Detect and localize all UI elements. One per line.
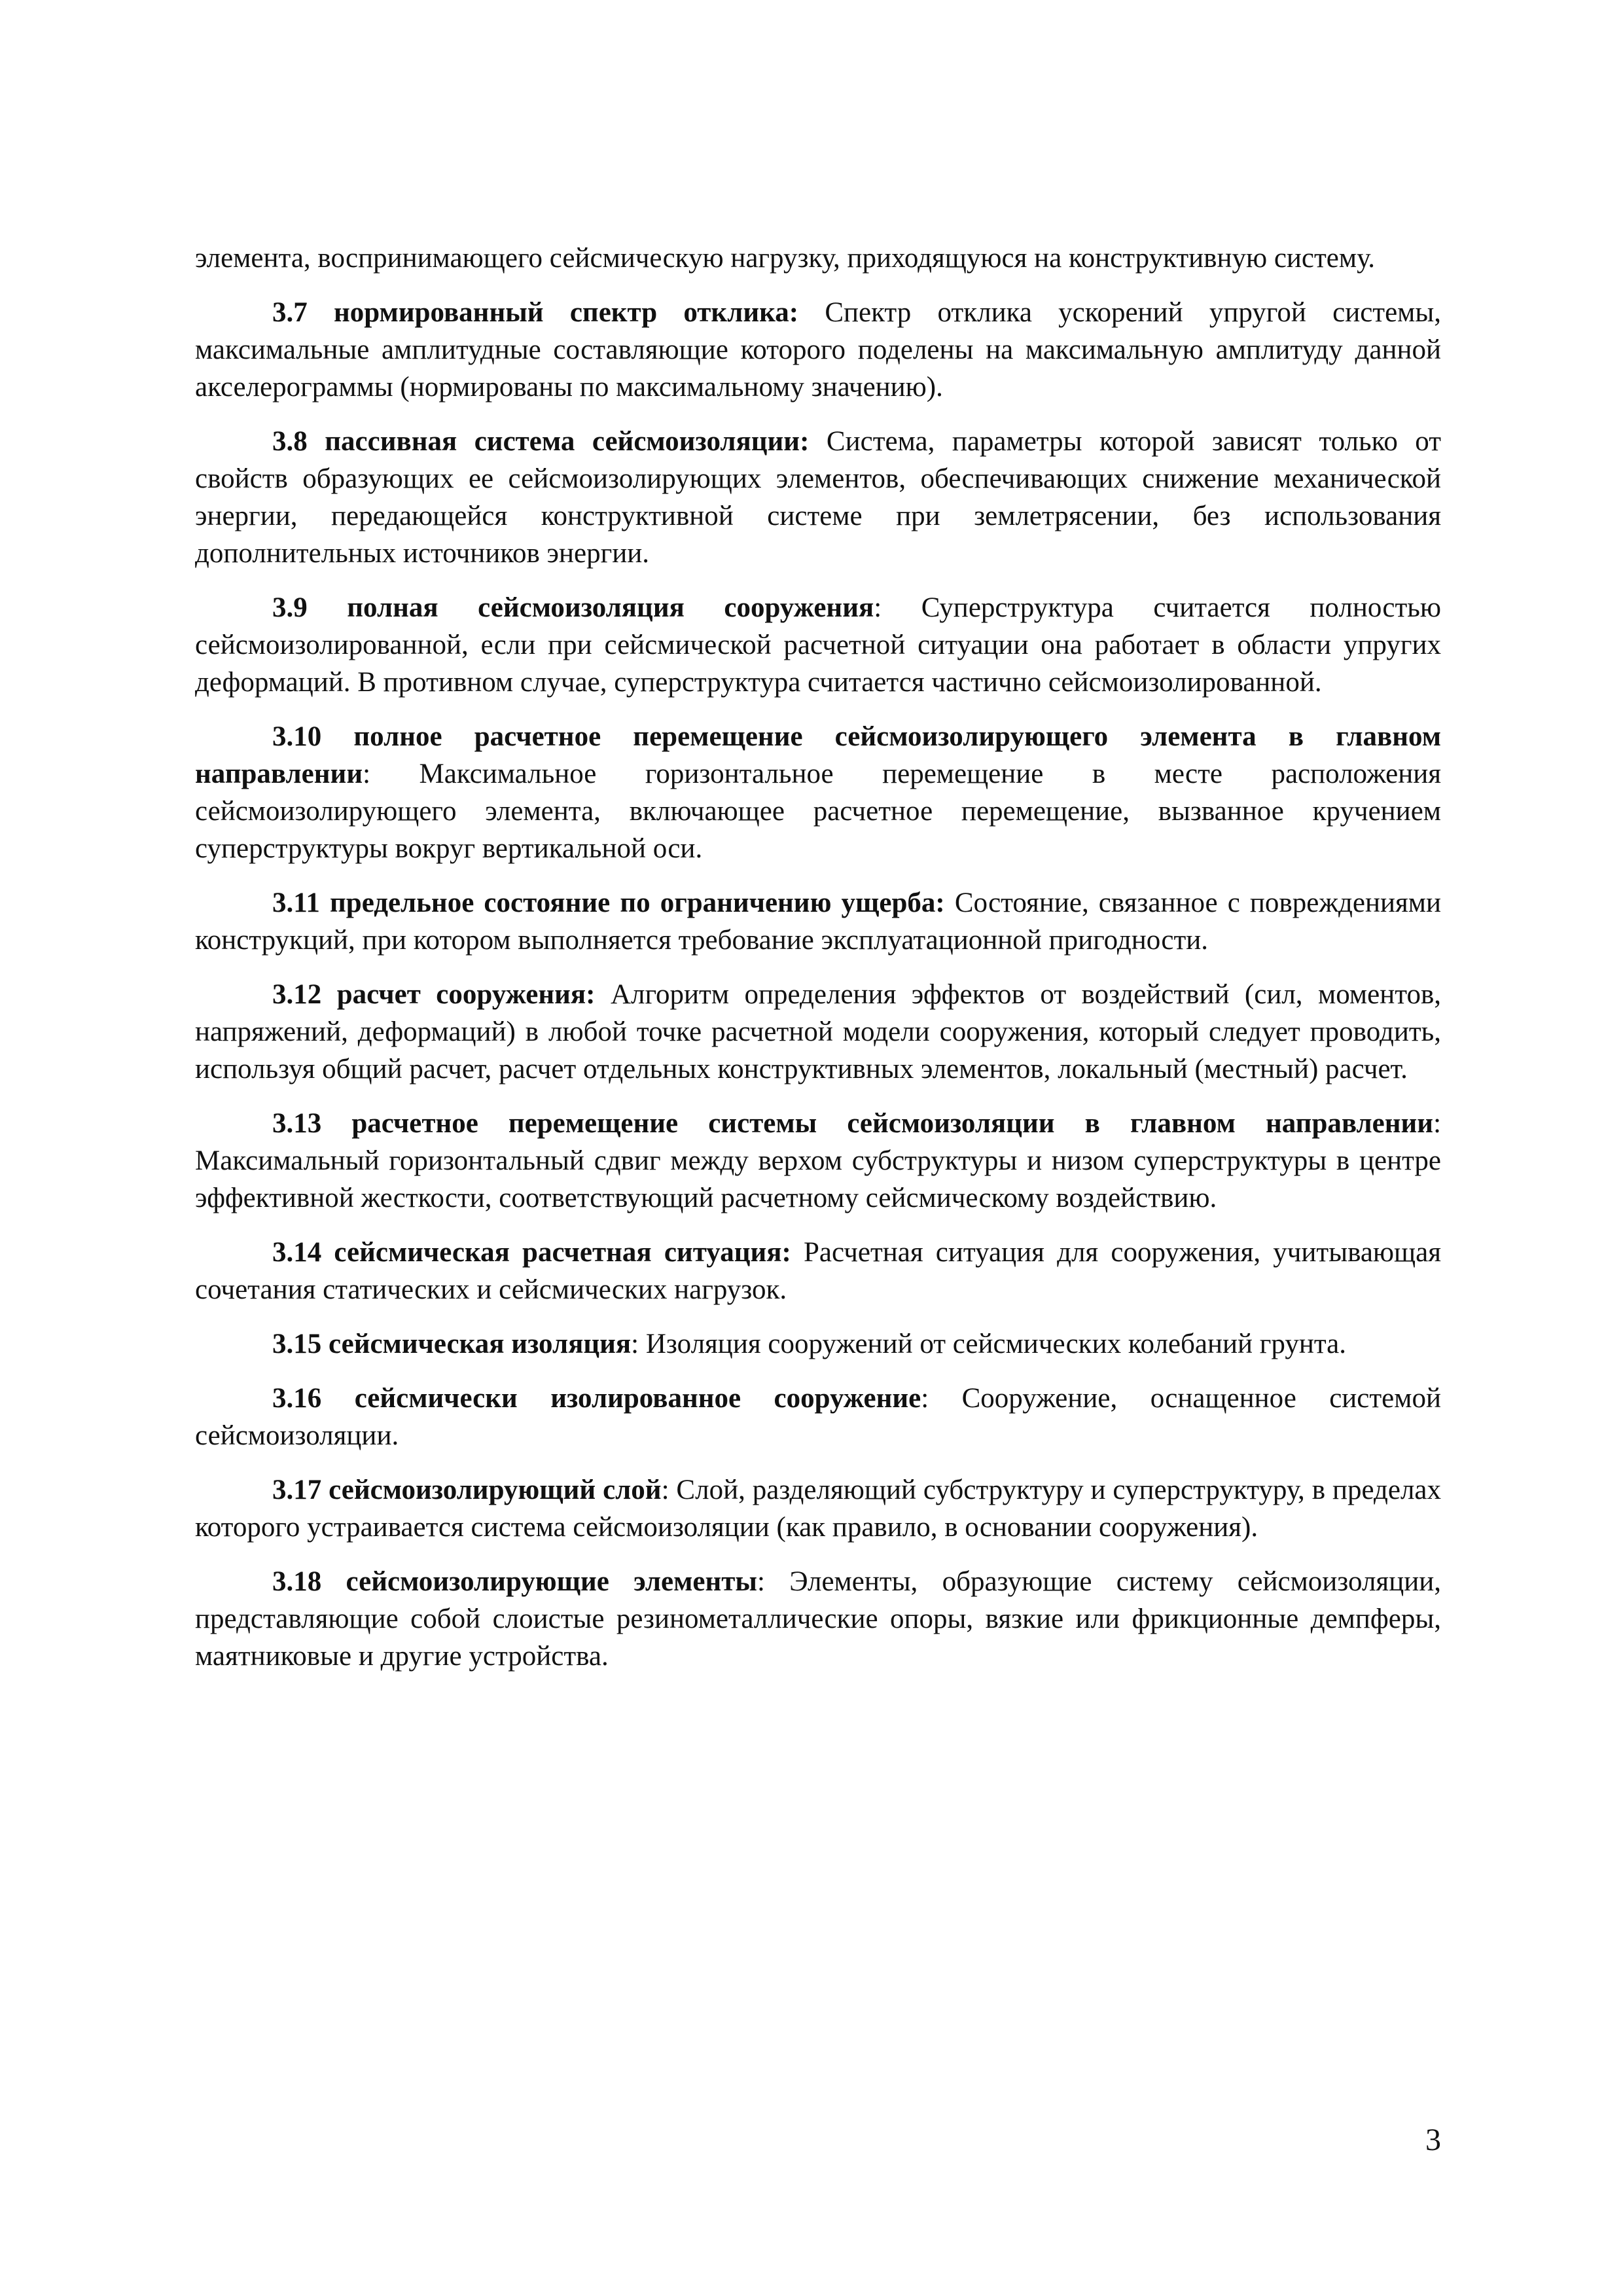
- document-body: [195, 240, 1441, 1692]
- definition-text: Система, параметры которой зависят только от свойств образующих ее сейсмоизолирующих элементов, обеспечивающих снижение механической энергии, передающейся конструктивной системе при землетрясении, без использования дополнительных источников энергии.: [195, 426, 1442, 569]
- definition-number: 3.18: [272, 1566, 322, 1597]
- definition-text: : Максимальный горизонтальный сдвиг между верхом субструктуры и низом суперструктуры в центре эффективной жесткости, соответствующий расчетному сейсмическому воздействию.: [195, 1108, 1442, 1213]
- definition-number: 3.10: [272, 721, 322, 752]
- definition-term: [272, 592, 874, 623]
- definition-term-text: предельное состояние по ограничению ущерба:: [330, 888, 945, 918]
- definition-text: : Элементы, образующие систему сейсмоизоляции, представляющие собой слоистые резинометаллические опоры, вязкие или фрикционные демпферы, маятниковые и другие устройства.: [195, 1566, 1441, 1672]
- definition-term: [272, 297, 798, 328]
- definition-entry: [195, 976, 1441, 1088]
- definition-text: : Изоляция сооружений от сейсмических колебаний грунта.: [631, 1329, 1347, 1359]
- definition-term: [272, 1383, 921, 1414]
- definition-term-text: сейсмоизолирующие элементы: [346, 1566, 757, 1597]
- definition-term-text: сейсмически изолированное сооружение: [354, 1383, 921, 1414]
- definition-term: [272, 888, 945, 918]
- definition-term: [272, 979, 595, 1010]
- definition-number: 3.12: [272, 979, 322, 1010]
- definition-term-text: сейсмическая расчетная ситуация:: [334, 1237, 791, 1268]
- definition-term: [272, 1475, 662, 1505]
- definition-text: : Суперструктура считается полностью сейсмоизолированной, если при сейсмической расчетной ситуации она работает в области упругих деформаций. В противном случае, суперструктура считается частично сейсмоизолированной.: [195, 592, 1442, 698]
- definition-term-text: расчетное перемещение системы сейсмоизоляции в главном направлении: [351, 1108, 1434, 1139]
- definition-term-text: сейсмическая изоляция: [329, 1329, 632, 1359]
- definition-entry: [195, 718, 1441, 867]
- definition-term: [272, 1329, 631, 1359]
- definition-number: 3.8: [272, 426, 308, 457]
- definition-term: [272, 1237, 791, 1268]
- definition-entry: [195, 1105, 1441, 1217]
- definition-number: 3.15: [272, 1329, 322, 1359]
- definition-term: [272, 426, 809, 457]
- definition-number: 3.7: [272, 297, 308, 328]
- definition-entry: [195, 1563, 1441, 1675]
- definition-entry: [195, 884, 1441, 959]
- definition-number: 3.13: [272, 1108, 322, 1139]
- definition-term-text: полное расчетное перемещение сейсмоизолирующего элемента в главном направлении: [195, 721, 1441, 789]
- definition-text: Спектр отклика ускорений упругой системы, максимальные амплитудные составляющие которого поделены на максимальную амплитуду данной акселерограммы (нормированы по максимальному значению).: [195, 297, 1442, 403]
- definition-entry: [195, 1325, 1441, 1363]
- definition-text: : Сооружение, оснащенное системой сейсмоизоляции.: [195, 1383, 1441, 1451]
- definition-text: Расчетная ситуация для сооружения, учитывающая сочетания статических и сейсмических нагрузок.: [195, 1237, 1442, 1305]
- definition-entry: [195, 1380, 1441, 1454]
- definition-entry: [195, 423, 1441, 572]
- definition-term-text: нормированный спектр отклика:: [334, 297, 799, 328]
- definition-number: 3.11: [272, 888, 320, 918]
- definition-text: Состояние, связанное с повреждениями конструкций, при котором выполняется требование эксплуатационной пригодности.: [195, 888, 1442, 956]
- definition-number: 3.16: [272, 1383, 322, 1414]
- definition-term-text: пассивная система сейсмоизоляции:: [325, 426, 810, 457]
- definition-entry: [195, 1234, 1441, 1308]
- definitions-list: [195, 294, 1441, 1675]
- definition-number: 3.14: [272, 1237, 322, 1268]
- definition-entry: [195, 1471, 1441, 1546]
- definition-number: 3.9: [272, 592, 308, 623]
- definition-entry: [195, 294, 1441, 406]
- definition-text: : Максимальное горизонтальное перемещение в месте расположения сейсмоизолирующего элемента, включающее расчетное перемещение, вызванное кручением суперструктуры вокруг вертикальной оси.: [195, 759, 1441, 864]
- definition-term-text: сейсмоизолирующий слой: [329, 1475, 662, 1505]
- page-number: 3: [1425, 2123, 1441, 2157]
- definition-term: [272, 1108, 1433, 1139]
- definition-term-text: полная сейсмоизоляция сооружения: [347, 592, 874, 623]
- definition-term-text: расчет сооружения:: [336, 979, 596, 1010]
- definition-term: [272, 1566, 757, 1597]
- definition-text: Алгоритм определения эффектов от воздействий (сил, моментов, напряжений, деформаций) в любой точке расчетной модели сооружения, который следует проводить, используя общий расчет, расчет отдельных конструктивных элементов, локальный (местный) расчет.: [195, 979, 1442, 1085]
- definition-text: : Слой, разделяющий субструктуру и суперструктуру, в пределах которого устраивается система сейсмоизоляции (как правило, в основании сооружения).: [195, 1475, 1441, 1543]
- definition-number: 3.17: [272, 1475, 322, 1505]
- definition-entry: [195, 589, 1441, 701]
- continuation-paragraph: элемента, воспринимающего сейсмическую нагрузку, приходящуюся на конструктивную систему.: [195, 243, 1376, 274]
